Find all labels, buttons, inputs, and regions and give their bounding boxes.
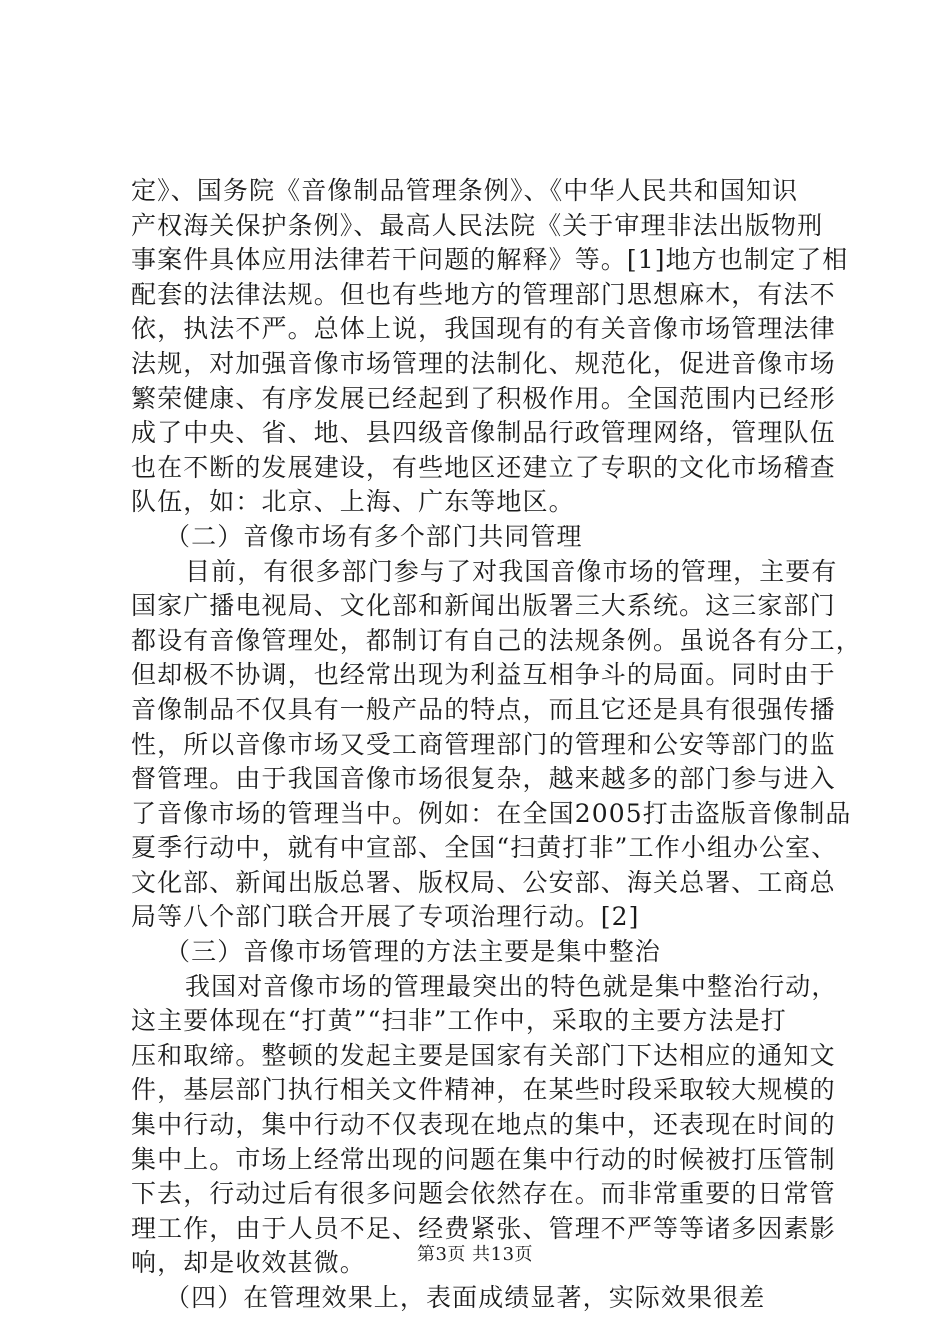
text-line: 下去，行动过后有很多问题会依然存在。而非常重要的日常管 (131, 1179, 836, 1209)
paragraph-start: 目前，有很多部门参与了对我国音像市场的管理，主要有 (185, 556, 838, 586)
text-line: 国家广播电视局、文化部和新闻出版署三大系统。这三家部门 (131, 591, 836, 621)
text-line: 了音像市场的管理当中。例如：在全国2005打击盗版音像制品 (131, 798, 852, 828)
text-line: 性，所以音像市场又受工商管理部门的管理和公安等部门的监 (131, 729, 836, 759)
paragraph-start: 我国对音像市场的管理最突出的特色就是集中整治行动， (185, 971, 838, 1001)
text-line: 响，却是收效甚微。 (131, 1248, 366, 1278)
text-line: 局等八个部门联合开展了专项治理行动。[2] (131, 902, 640, 932)
text-line: 集中行动，集中行动不仅表现在地点的集中，还表现在时间的 (131, 1110, 836, 1140)
text-line: 队伍，如：北京、上海、广东等地区。 (131, 487, 575, 517)
text-line: 繁荣健康、有序发展已经起到了积极作用。全国范围内已经形 (131, 383, 836, 413)
text-line: 产权海关保护条例》、最高人民法院《关于审理非法出版物刑 (131, 210, 824, 240)
section-heading: （四）在管理效果上，表面成绩显著，实际效果很差 (165, 1283, 766, 1312)
text-line: 文化部、新闻出版总署、版权局、公安部、海关总署、工商总 (131, 867, 836, 897)
text-line: 依，执法不严。总体上说，我国现有的有关音像市场管理法律 (131, 314, 836, 344)
text-line: 但却极不协调，也经常出现为利益互相争斗的局面。同时由于 (131, 660, 836, 690)
text-line: 法规，对加强音像市场管理的法制化、规范化，促进音像市场 (131, 348, 836, 378)
section-heading: （三）音像市场管理的方法主要是集中整治 (165, 937, 661, 967)
text-line: 都设有音像管理处，都制订有自己的法规条例。虽说各有分工， (131, 625, 862, 655)
text-line: 理工作，由于人员不足、经费紧张、管理不严等等诸多因素影 (131, 1213, 836, 1243)
text-line: 这主要体现在“打黄”“扫非”工作中，采取的主要方法是打 (131, 1006, 787, 1036)
text-line: 也在不断的发展建设，有些地区还建立了专职的文化市场稽查 (131, 452, 836, 482)
section-heading: （二）音像市场有多个部门共同管理 (165, 521, 583, 551)
text-line: 配套的法律法规。但也有些地方的管理部门思想麻木，有法不 (131, 279, 836, 309)
text-line: 督管理。由于我国音像市场很复杂，越来越多的部门参与进入 (131, 764, 836, 794)
text-line: 音像制品不仅具有一般产品的特点，而且它还是具有很强传播 (131, 694, 836, 724)
text-line: 夏季行动中，就有中宣部、全国“扫黄打非”工作小组办公室、 (131, 833, 838, 863)
body-text (131, 174, 862, 1316)
text-line: 定》、国务院《音像制品管理条例》、《中华人民共和国知识 (131, 176, 799, 205)
text-line: 事案件具体应用法律若干问题的解释》等。[1]地方也制定了相 (131, 245, 849, 275)
page-number: 第3页 共13页 (416, 1244, 534, 1265)
text-line: 成了中央、省、地、县四级音像制品行政管理网络，管理队伍 (131, 418, 836, 448)
text-line: 压和取缔。整顿的发起主要是国家有关部门下达相应的通知文 (131, 1040, 836, 1070)
text-line: 件，基层部门执行相关文件精神，在某些时段采取较大规模的 (131, 1075, 836, 1105)
text-line: 集中上。市场上经常出现的问题在集中行动的时候被打压管制 (131, 1144, 836, 1174)
page-footer (0, 1240, 950, 1266)
